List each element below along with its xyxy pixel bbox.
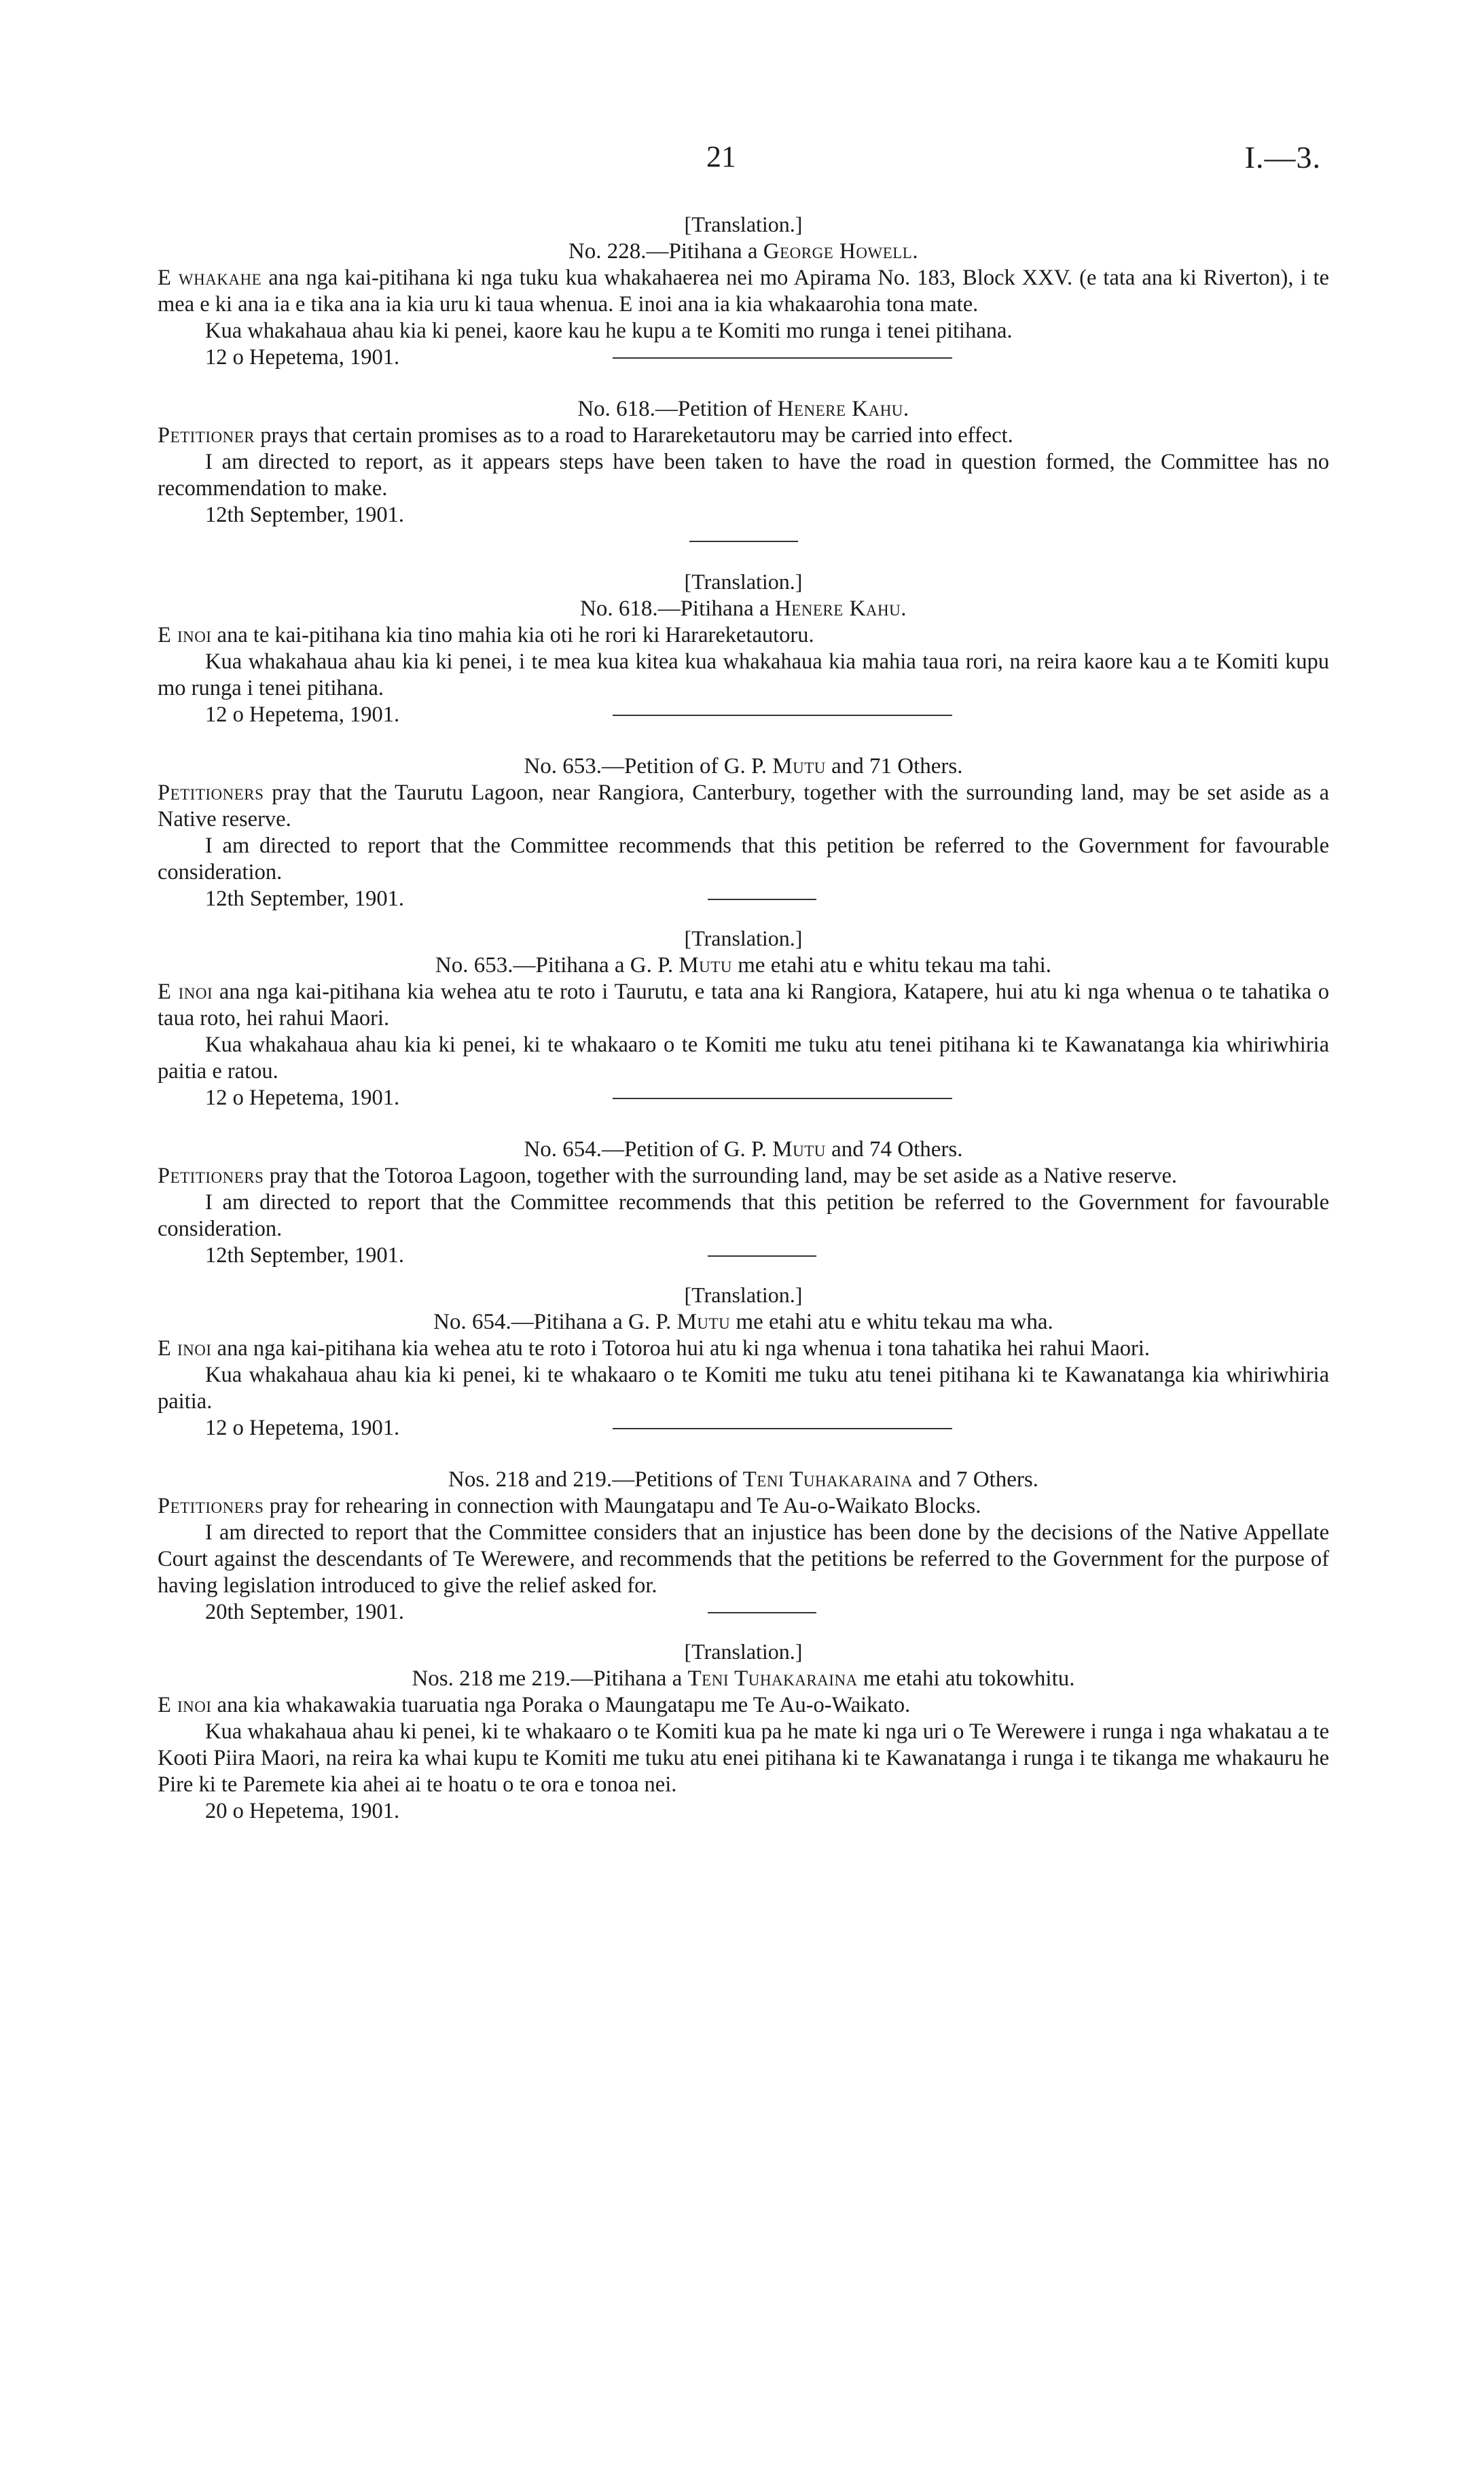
section-date: 20th September, 1901. (205, 1600, 404, 1624)
section-date: 12th September, 1901. (205, 503, 404, 527)
section-paragraph: E inoi ana kia whakawakia tuaruatia nga Poraka o Maungatapu me Te Au-o-Waikato. (158, 1693, 911, 1717)
section-title: No. 618.—Petition of Henere Kahu. (577, 397, 909, 421)
section-date-row (158, 702, 1329, 728)
section-paragraph: Kua whakahaua ahau kia ki penei, ki te whakaaro o te Komiti me tuku atu tenei pitihana ki te Kawanatanga kia whiriwhiria paitia e ratou. (158, 1033, 1329, 1084)
page-header (0, 139, 1484, 187)
section-petition-218-219 (158, 1466, 1329, 1626)
section-paragraph: Petitioner prays that certain promises as to a road to Harareketautoru may be carried into effect. (158, 423, 1013, 448)
section-paragraph: I am directed to report that the Committee recommends that this petition be referred to the Government for favourable consideration. (158, 1190, 1329, 1241)
section-divider (613, 1098, 952, 1099)
section-petition-654 (158, 1136, 1329, 1269)
section-title: No. 654.—Pitihana a G. P. Mutu me etahi atu e whitu tekau ma wha. (433, 1310, 1053, 1334)
section-translation-228 (158, 211, 1329, 371)
page-number: 21 (706, 140, 736, 173)
section-translation-218-219 (158, 1638, 1329, 1825)
section-title: No. 653.—Pitihana a G. P. Mutu me etahi atu e whitu tekau ma tahi. (435, 953, 1052, 978)
section-date-row (158, 502, 1329, 529)
section-divider (613, 715, 952, 716)
section-paragraph: Kua whakahaua ahau kia ki penei, kaore kau he kupu a te Komiti mo runga i tenei pitihana. (205, 319, 1013, 343)
translation-label: [Translation.] (684, 926, 803, 950)
section-title: No. 654.—Petition of G. P. Mutu and 74 Others. (524, 1137, 963, 1162)
section-paragraph: E inoi ana te kai-pitihana kia tino mahia kia oti he rori ki Harareketautoru. (158, 623, 814, 647)
section-date: 12th September, 1901. (205, 887, 404, 911)
section-paragraph: E inoi ana nga kai-pitihana kia wehea atu te roto i Totoroa hui atu ki nga whenua i tona tahatika hei rahui Maori. (158, 1336, 1151, 1361)
section-paragraph: Petitioners pray that the Taurutu Lagoon, near Rangiora, Canterbury, together with the surrounding land, may be set aside as a Native reserve. (158, 781, 1329, 831)
section-date-row (158, 1085, 1329, 1111)
section-date-row (158, 1599, 1329, 1626)
section-title: No. 653.—Petition of G. P. Mutu and 71 Others. (524, 754, 963, 779)
section-title: No. 618.—Pitihana a Henere Kahu. (580, 596, 907, 621)
section-paragraph: I am directed to report, as it appears steps have been taken to have the road in question formed, the Committee has no recommendation to make. (158, 450, 1329, 501)
section-date-row (158, 1798, 1329, 1825)
translation-label: [Translation.] (684, 1639, 803, 1664)
section-date: 12 o Hepetema, 1901. (205, 345, 400, 370)
section-paragraph: I am directed to report that the Committee recommends that this petition be referred to the Government for favourable consideration. (158, 834, 1329, 884)
section-divider (708, 1612, 816, 1613)
section-paragraph: E inoi ana nga kai-pitihana kia wehea atu te roto i Taurutu, e tata ana ki Rangiora, Katapere, hui atu ki nga whenua o te tahatika o taua roto, hei rahui Maori. (158, 980, 1330, 1031)
section-paragraph: I am directed to report that the Committee considers that an injustice has been done by the decisions of the Native Appellate Court against the descendants of Te Werewere, and recommends that the petitions be referred to the Government for the purpose of having legislation introduced to give the relief asked for. (158, 1520, 1329, 1598)
section-date: 12 o Hepetema, 1901. (205, 1086, 400, 1110)
translation-label: [Translation.] (684, 1283, 803, 1307)
section-date-row (158, 1242, 1329, 1269)
section-divider (613, 357, 952, 359)
section-translation-654 (158, 1281, 1329, 1442)
section-date-row (158, 344, 1329, 371)
document-reference: I.—3. (1244, 140, 1321, 175)
section-translation-618 (158, 568, 1329, 728)
section-paragraph: E whakahe ana nga kai-pitihana ki nga tuku kua whakahaerea nei mo Apirama No. 183, Block XXV. (e tata ana ki Riverton), i te mea e ki ana ia e tika ana ia kia uru ki taua whenua. E inoi ana ia kia whakaarohia tona mate. (158, 266, 1329, 317)
section-petition-653 (158, 753, 1329, 912)
section-date: 12 o Hepetema, 1901. (205, 702, 400, 727)
section-divider (708, 899, 816, 900)
section-date: 12th September, 1901. (205, 1243, 404, 1268)
section-translation-653 (158, 925, 1329, 1111)
section-paragraph: Petitioners pray that the Totoroa Lagoon, together with the surrounding land, may be set aside as a Native reserve. (158, 1164, 1178, 1188)
section-date: 20 o Hepetema, 1901. (205, 1799, 400, 1823)
section-date-row (158, 886, 1329, 912)
section-date-row (158, 1415, 1329, 1442)
section-paragraph: Petitioners pray for rehearing in connection with Maungatapu and Te Au-o-Waikato Blocks. (158, 1494, 981, 1518)
section-paragraph: Kua whakahaua ahau kia ki penei, ki te whakaaro o te Komiti me tuku atu tenei pitihana ki te Kawanatanga kia whiriwhiria paitia. (158, 1363, 1329, 1414)
section-paragraph: Kua whakahaua ahau ki penei, ki te whakaaro o te Komiti kua pa he mate ki nga uri o Te Werewere i runga i nga whakatau a te Kooti Piira Maori, na reira ka whai kupu te Komiti me tuku atu enei pitihana ki te Kawanatanga i runga i te tikanga me whakauru he Pire ki te Paremete kia ahei ai te hoatu o te ora e tonoa nei. (158, 1719, 1329, 1797)
section-date: 12 o Hepetema, 1901. (205, 1416, 400, 1440)
translation-label: [Translation.] (684, 212, 803, 236)
translation-label: [Translation.] (684, 569, 803, 594)
document-body (158, 211, 1329, 1825)
section-paragraph: Kua whakahaua ahau kia ki penei, i te mea kua kitea kua whakahaua kia mahia taua rori, na reira kaore kau a te Komiti kupu mo runga i tenei pitihana. (158, 649, 1329, 700)
section-title: Nos. 218 and 219.—Petitions of Teni Tuhakaraina and 7 Others. (448, 1467, 1038, 1492)
section-divider (158, 529, 1329, 556)
section-divider (613, 1428, 952, 1429)
section-divider (708, 1255, 816, 1257)
section-title: Nos. 218 me 219.—Pitihana a Teni Tuhakaraina me etahi atu tokowhitu. (412, 1666, 1075, 1691)
section-title: No. 228.—Pitihana a George Howell. (568, 239, 919, 264)
section-petition-618 (158, 395, 1329, 556)
